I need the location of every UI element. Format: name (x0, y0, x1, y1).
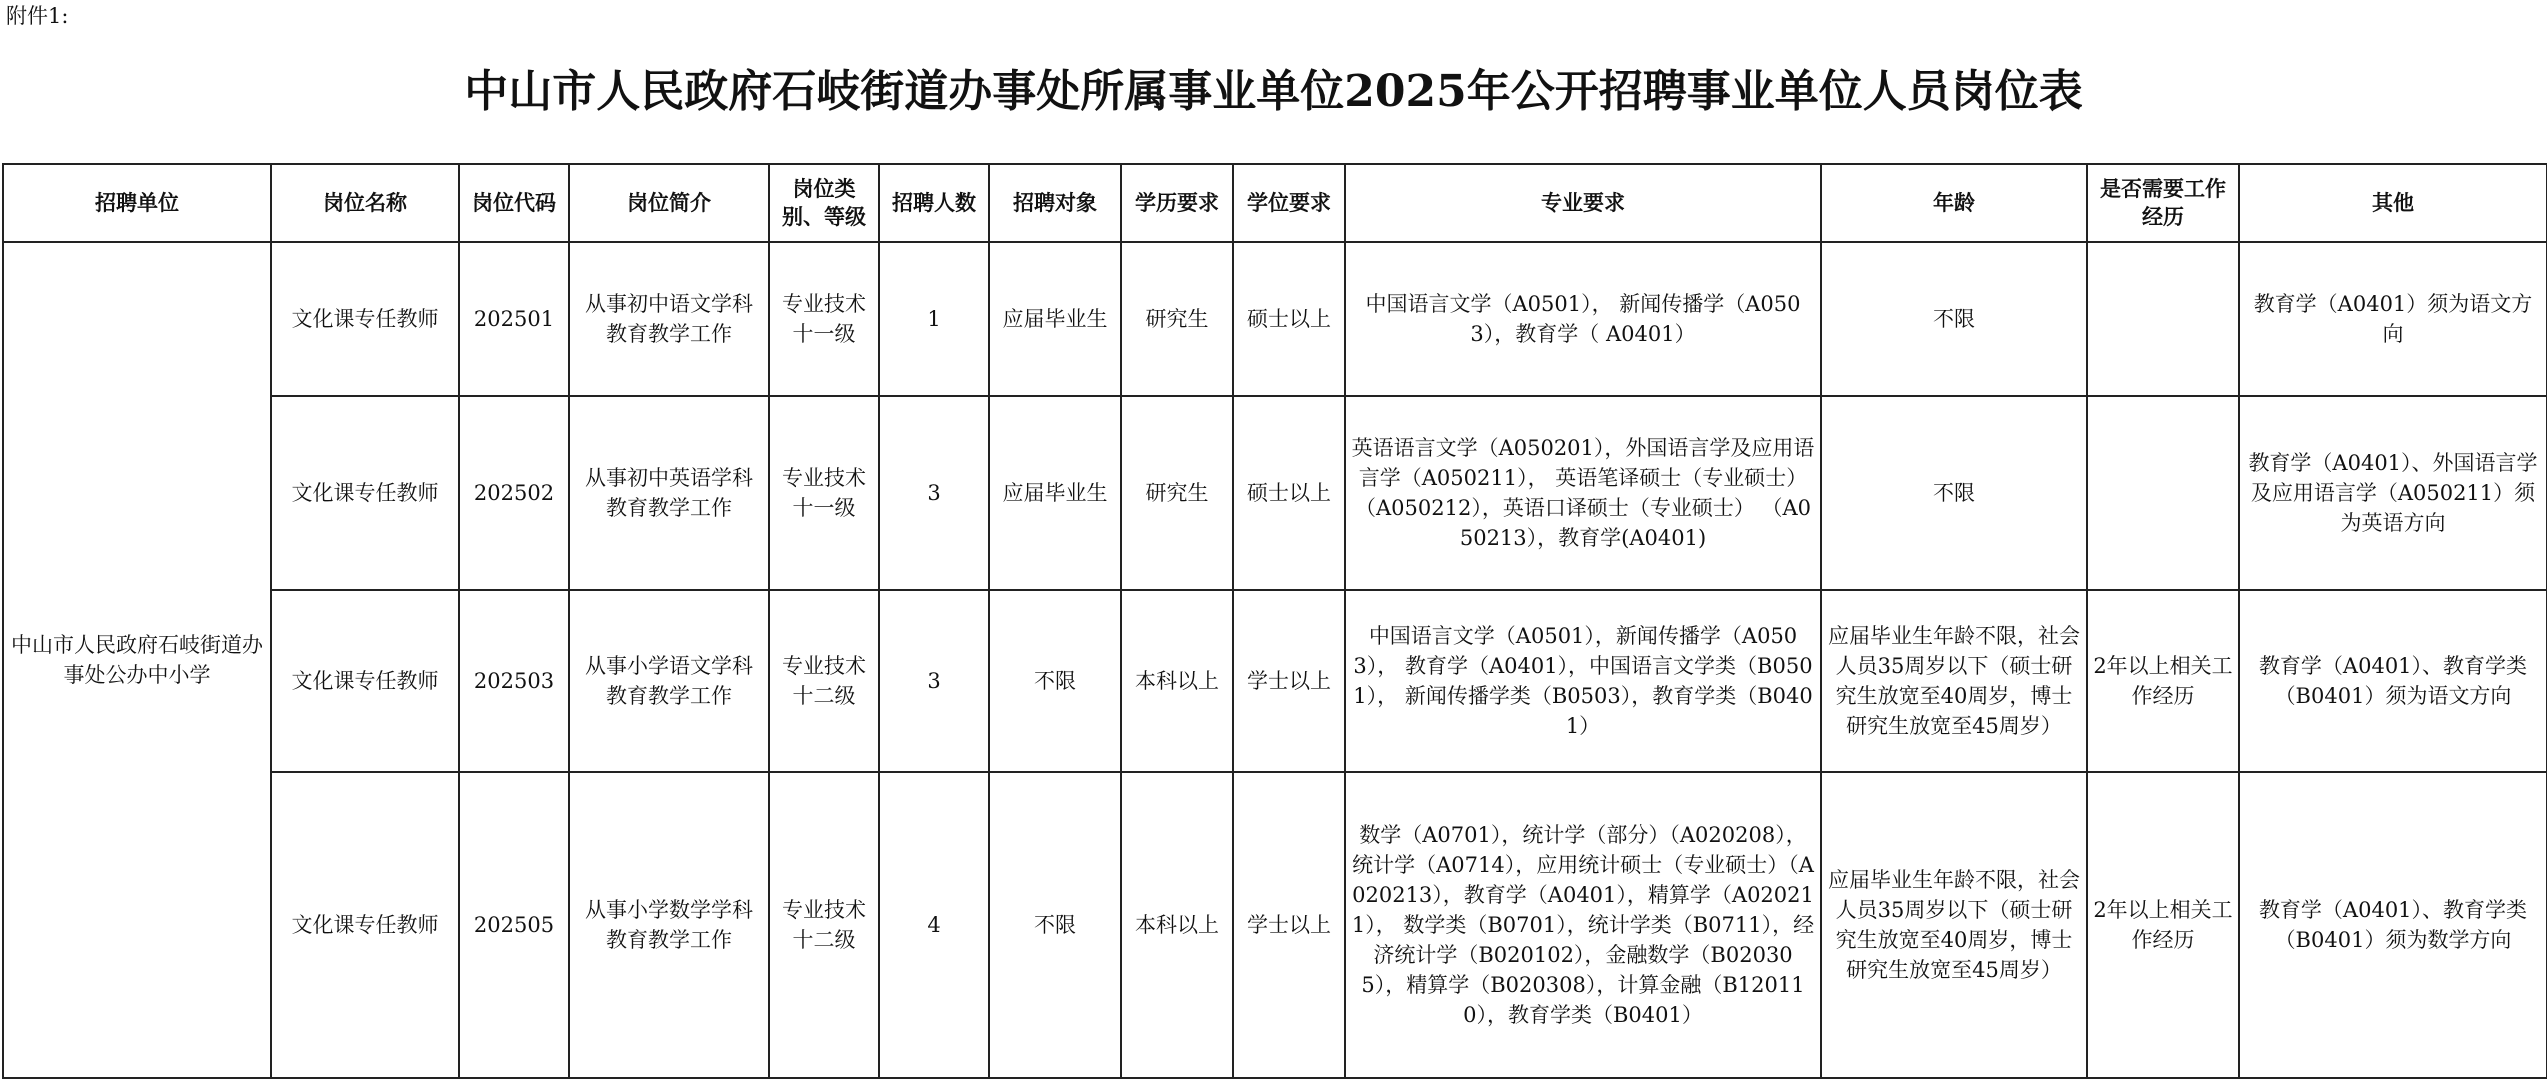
cell-target: 不限 (989, 590, 1121, 772)
header-count: 招聘人数 (879, 164, 989, 242)
cell-other: 教育学（A0401）、外国语言学及应用语言学（A050211）须为英语方向 (2239, 396, 2547, 590)
cell-experience (2087, 396, 2239, 590)
table-header-row (3, 164, 2547, 242)
header-target: 招聘对象 (989, 164, 1121, 242)
cell-age: 应届毕业生年龄不限，社会人员35周岁以下（硕士研究生放宽至40周岁，博士研究生放宽至45周岁） (1821, 772, 2087, 1078)
cell-intro: 从事初中语文学科教育教学工作 (569, 242, 769, 396)
cell-code: 202501 (459, 242, 569, 396)
cell-experience: 2年以上相关工作经历 (2087, 772, 2239, 1078)
cell-other: 教育学（A0401）、教育学类（B0401）须为语文方向 (2239, 590, 2547, 772)
cell-category: 专业技术十一级 (769, 242, 879, 396)
cell-age: 不限 (1821, 242, 2087, 396)
attachment-label: 附件1: (6, 4, 69, 28)
cell-major: 中国语言文学（A0501）， 新闻传播学（A0503），教育学（ A0401） (1345, 242, 1821, 396)
cell-code: 202502 (459, 396, 569, 590)
header-major: 专业要求 (1345, 164, 1821, 242)
cell-degree: 硕士以上 (1233, 242, 1345, 396)
cell-count: 3 (879, 590, 989, 772)
cell-education: 研究生 (1121, 396, 1233, 590)
header-degree: 学位要求 (1233, 164, 1345, 242)
positions-table (2, 163, 2547, 1079)
cell-age: 不限 (1821, 396, 2087, 590)
cell-major: 数学（A0701），统计学（部分）（A020208），统计学（A0714），应用统计硕士（专业硕士）（A020213），教育学（A0401），精算学（A020211）， 数学类（B0701），统计学类（B0711），经济统计学（B020102），金融数学（B020305），精算学（B020308），计算金融（B120110），教育学类（B0401） (1345, 772, 1821, 1078)
cell-major: 中国语言文学（A0501），新闻传播学（A0503）， 教育学（A0401），中国语言文学类（B0501）， 新闻传播学类（B0503），教育学类（B0401） (1345, 590, 1821, 772)
table-row (3, 772, 2547, 1078)
cell-target: 应届毕业生 (989, 396, 1121, 590)
cell-target: 不限 (989, 772, 1121, 1078)
cell-target: 应届毕业生 (989, 242, 1121, 396)
cell-degree: 学士以上 (1233, 590, 1345, 772)
cell-position: 文化课专任教师 (271, 772, 459, 1078)
cell-count: 1 (879, 242, 989, 396)
header-education: 学历要求 (1121, 164, 1233, 242)
cell-experience (2087, 242, 2239, 396)
cell-category: 专业技术十二级 (769, 772, 879, 1078)
table-row (3, 242, 2547, 396)
page-title: 中山市人民政府石岐街道办事处所属事业单位2025年公开招聘事业单位人员岗位表 (464, 66, 2083, 117)
cell-code: 202503 (459, 590, 569, 772)
header-position: 岗位名称 (271, 164, 459, 242)
cell-major: 英语语言文学（A050201），外国语言学及应用语言学（A050211）， 英语笔译硕士（专业硕士）（A050212），英语口译硕士（专业硕士） （A050213），教育学(A0401) (1345, 396, 1821, 590)
cell-degree: 学士以上 (1233, 772, 1345, 1078)
header-intro: 岗位简介 (569, 164, 769, 242)
cell-count: 3 (879, 396, 989, 590)
cell-intro: 从事小学语文学科教育教学工作 (569, 590, 769, 772)
cell-other: 教育学（A0401）、教育学类（B0401）须为数学方向 (2239, 772, 2547, 1078)
cell-position: 文化课专任教师 (271, 590, 459, 772)
cell-education: 本科以上 (1121, 590, 1233, 772)
cell-intro: 从事初中英语学科教育教学工作 (569, 396, 769, 590)
cell-position: 文化课专任教师 (271, 396, 459, 590)
cell-position: 文化课专任教师 (271, 242, 459, 396)
cell-age: 应届毕业生年龄不限，社会人员35周岁以下（硕士研究生放宽至40周岁，博士研究生放宽至45周岁） (1821, 590, 2087, 772)
cell-code: 202505 (459, 772, 569, 1078)
cell-intro: 从事小学数学学科教育教学工作 (569, 772, 769, 1078)
header-other: 其他 (2239, 164, 2547, 242)
header-code: 岗位代码 (459, 164, 569, 242)
header-category: 岗位类别、等级 (769, 164, 879, 242)
header-experience: 是否需要工作经历 (2087, 164, 2239, 242)
cell-category: 专业技术十二级 (769, 590, 879, 772)
cell-education: 本科以上 (1121, 772, 1233, 1078)
cell-other: 教育学（A0401）须为语文方向 (2239, 242, 2547, 396)
cell-education: 研究生 (1121, 242, 1233, 396)
cell-count: 4 (879, 772, 989, 1078)
table-row (3, 590, 2547, 772)
cell-degree: 硕士以上 (1233, 396, 1345, 590)
cell-unit: 中山市人民政府石岐街道办事处公办中小学 (3, 242, 271, 1078)
table-row (3, 396, 2547, 590)
cell-experience: 2年以上相关工作经历 (2087, 590, 2239, 772)
header-unit: 招聘单位 (3, 164, 271, 242)
cell-category: 专业技术十一级 (769, 396, 879, 590)
header-age: 年龄 (1821, 164, 2087, 242)
